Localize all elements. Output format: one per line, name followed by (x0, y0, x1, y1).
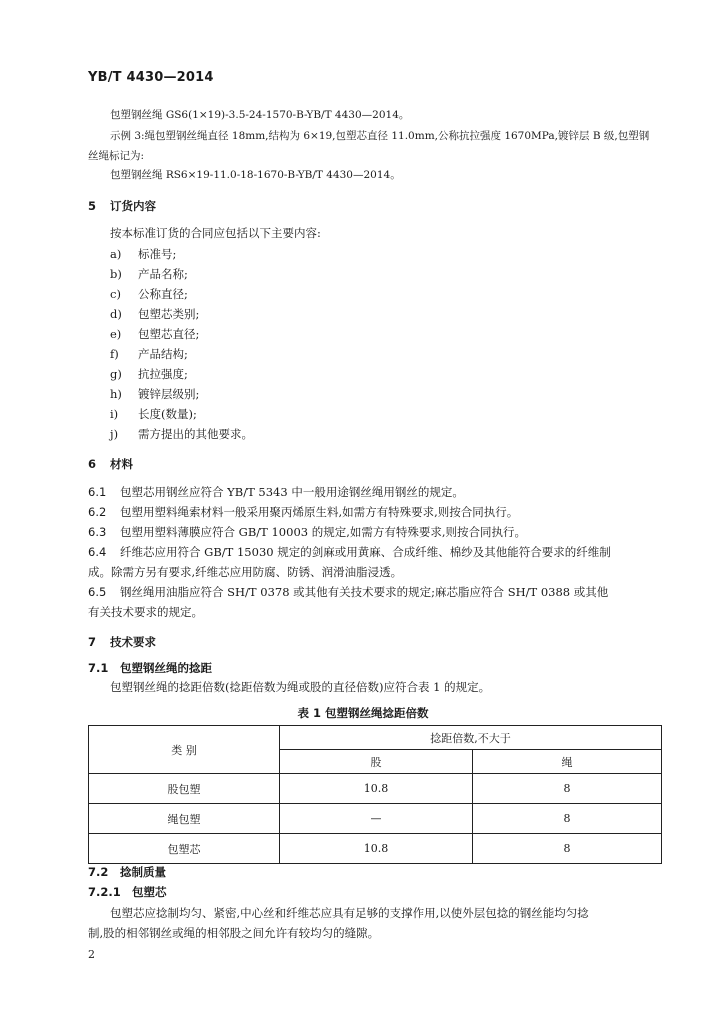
section-7-heading (88, 634, 156, 650)
list-item: h) 镀锌层级别; (110, 387, 200, 401)
clause-6-4: 6.4 纤维芯应用符合 GB/T 15030 规定的剑麻或用黄麻、合成纤维、棉纱及其他能符合要求的纤维制 (88, 545, 611, 559)
example-3-line-2: 丝绳标记为: (88, 150, 145, 162)
section-7-2-1-continuation: 制,股的相邻钢丝或绳的相邻股之间允许有较均匀的缝隙。 (88, 926, 380, 940)
example-3-line-1: 示例 3:绳包塑钢丝绳直径 18mm,结构为 6×19,包塑芯直径 11.0mm,公称抗拉强度 1670MPa,镀锌层 B 级,包塑钢 (110, 130, 650, 142)
marking-line-3: 包塑钢丝绳 RS6×19-11.0-18-1670-B-YB/T 4430—2014。 (110, 169, 401, 181)
section-7-title: 技术要求 (110, 635, 156, 649)
list-item: b) 产品名称; (110, 267, 188, 281)
list-item: d) 包塑芯类别; (110, 307, 200, 321)
section-6-heading (88, 456, 133, 472)
table-1 (88, 725, 662, 864)
list-item: a) 标准号; (110, 247, 177, 261)
list-item: f) 产品结构; (110, 347, 188, 361)
table-row: 包塑芯 10.8 8 (89, 834, 662, 864)
section-6-title: 材料 (110, 457, 133, 471)
list-item: i) 长度(数量); (110, 407, 197, 421)
clause-6-4-continuation: 成。除需方另有要求,纤维芯应用防腐、防锈、润滑油脂浸透。 (88, 565, 403, 579)
section-7-1-heading: 7.1 包塑钢丝绳的捻距 (88, 661, 212, 675)
section-6-number: 6 (88, 457, 97, 471)
table-1-caption: 表 1 包塑钢丝绳捻距倍数 (297, 706, 429, 720)
list-item: g) 抗拉强度; (110, 367, 188, 381)
section-7-2-heading: 7.2 捻制质量 (88, 865, 166, 879)
list-item: e) 包塑芯直径; (110, 327, 200, 341)
clause-6-1: 6.1 包塑芯用钢丝应符合 YB/T 5343 中一般用途钢丝绳用钢丝的规定。 (88, 485, 464, 499)
section-5-number: 5 (88, 199, 97, 213)
table-row: 绳包塑 — 8 (89, 804, 662, 834)
header-category: 类 别 (89, 726, 280, 774)
header-group: 捻距倍数,不大于 (280, 726, 662, 750)
section-7-1-text: 包塑钢丝绳的捻距倍数(捻距倍数为绳或股的直径倍数)应符合表 1 的规定。 (110, 680, 491, 694)
header-rope: 绳 (473, 750, 662, 774)
clause-6-5: 6.5 钢丝绳用油脂应符合 SH/T 0378 或其他有关技术要求的规定;麻芯脂应符合 SH/T 0388 或其他 (88, 585, 609, 599)
clause-6-2: 6.2 包塑用塑料绳索材料一般采用聚丙烯原生料,如需方有特殊要求,则按合同执行。 (88, 505, 519, 519)
clause-6-3: 6.3 包塑用塑料薄膜应符合 GB/T 10003 的规定,如需方有特殊要求,则按合同执行。 (88, 525, 527, 539)
marking-line-1: 包塑钢丝绳 GS6(1×19)-3.5-24-1570-B-YB/T 4430—2014。 (110, 109, 410, 121)
header-strand: 股 (280, 750, 473, 774)
list-item: j) 需方提出的其他要求。 (110, 427, 253, 441)
clause-6-5-continuation: 有关技术要求的规定。 (88, 605, 203, 619)
section-5-intro: 按本标准订货的合同应包括以下主要内容: (110, 226, 321, 240)
section-7-number: 7 (88, 635, 97, 649)
section-7-2-1-text: 包塑芯应捻制均匀、紧密,中心丝和纤维芯应具有足够的支撑作用,以使外层包捻的钢丝能均匀捻 (110, 906, 589, 920)
standard-header: YB/T 4430—2014 (88, 70, 214, 85)
section-7-2-1-heading: 7.2.1 包塑芯 (88, 885, 167, 899)
table-row: 股包塑 10.8 8 (89, 774, 662, 804)
section-5-heading (88, 198, 156, 214)
section-5-title: 订货内容 (110, 199, 156, 213)
list-item: c) 公称直径; (110, 287, 188, 301)
page-number: 2 (88, 948, 95, 961)
